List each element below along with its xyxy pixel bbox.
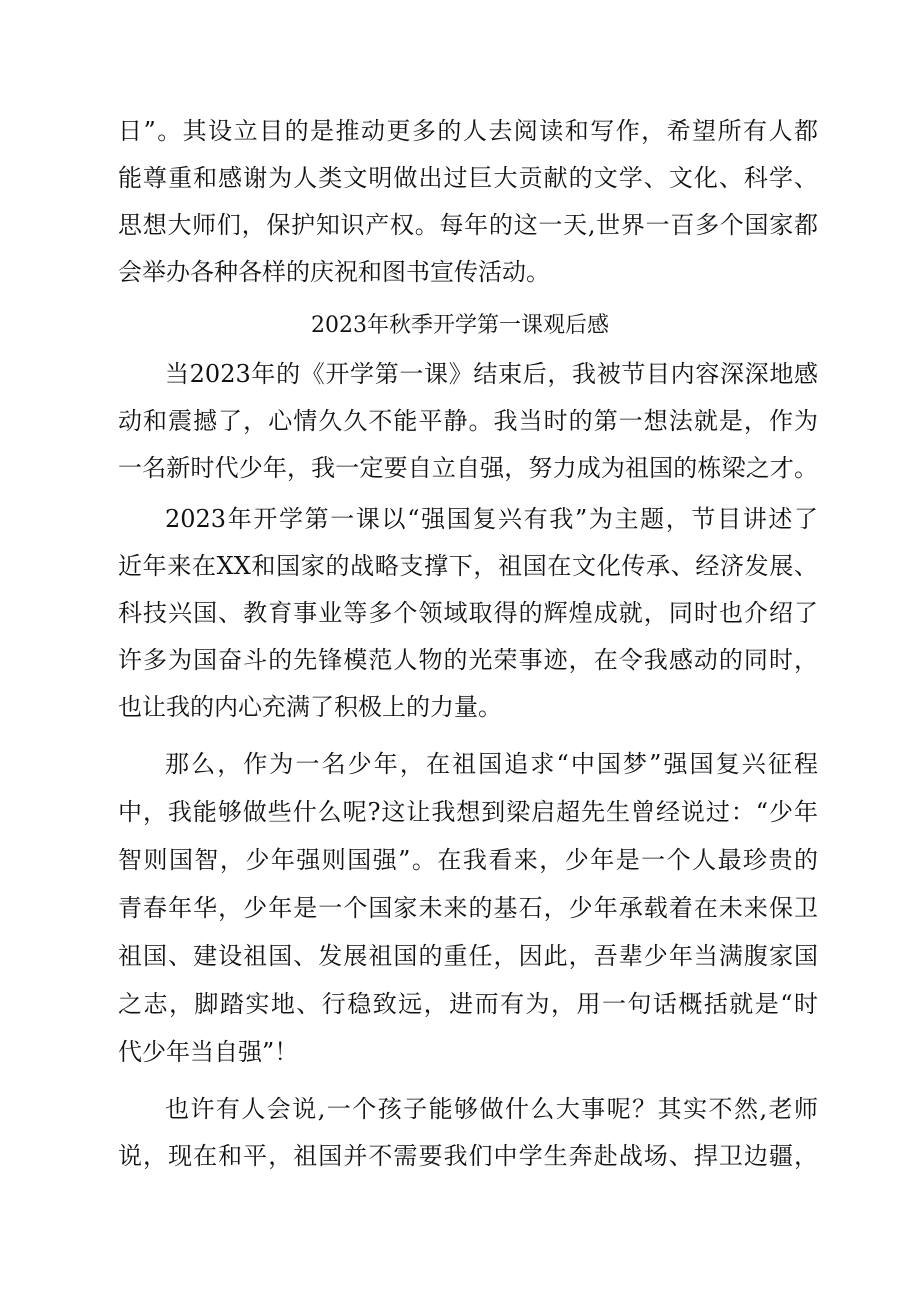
document-title: 2023年秋季开学第一课观后感 [311, 313, 609, 338]
text-line: 也许有人会说,一个孩子能够做什么大事呢？其实不然,老师 [165, 1095, 818, 1123]
text-line: 会举办各种各样的庆祝和图书宣传活动。 [118, 258, 550, 286]
text-line: 日”。其设立目的是推动更多的人去阅读和写作，希望所有人都 [118, 117, 818, 145]
text-line: 思想大师们，保护知识产权。每年的这一天,世界一百多个国家都 [118, 211, 818, 239]
text-line: 一名新时代少年，我一定要自立自强，努力成为祖国的栋梁之才。 [118, 454, 818, 482]
text-line: 科技兴国、教育事业等多个领域取得的辉煌成就，同时也介绍了 [118, 599, 818, 627]
text-line: 动和震撼了，心情久久不能平静。我当时的第一想法就是，作为 [118, 407, 818, 435]
text-line: 那么，作为一名少年，在祖国追求“中国梦”强国复兴征程 [165, 750, 818, 778]
text-line: 智则国智，少年强则国强”。在我看来，少年是一个人最珍贵的 [118, 846, 818, 874]
text-line: 之志，脚踏实地、行稳致远，进而有为，用一句话概括就是“时 [118, 990, 818, 1018]
text-line: 青春年华，少年是一个国家未来的基石，少年承载着在未来保卫 [118, 894, 818, 922]
text-line: 中，我能够做些什么呢?这让我想到梁启超先生曾经说过：“少年 [118, 798, 818, 826]
text-line: 能尊重和感谢为人类文明做出过巨大贡献的文学、文化、科学、 [118, 164, 818, 192]
text-line: 也让我的内心充满了积极上的力量。 [118, 693, 502, 721]
text-line: 许多为国奋斗的先锋模范人物的光荣事迹，在令我感动的同时， [118, 646, 818, 674]
text-line: 说，现在和平，祖国并不需要我们中学生奔赴战场、捍卫边疆， [118, 1142, 818, 1170]
text-line: 2023年开学第一课以“强国复兴有我”为主题，节目讲述了 [165, 505, 818, 533]
text-line: 近年来在XX和国家的战略支撑下，祖国在文化传承、经济发展、 [118, 552, 818, 580]
text-line: 代少年当自强”！ [118, 1038, 299, 1066]
text-line: 当2023年的《开学第一课》结束后，我被节目内容深深地感 [165, 360, 818, 388]
text-line: 祖国、建设祖国、发展祖国的重任，因此，吾辈少年当满腹家国 [118, 942, 818, 970]
